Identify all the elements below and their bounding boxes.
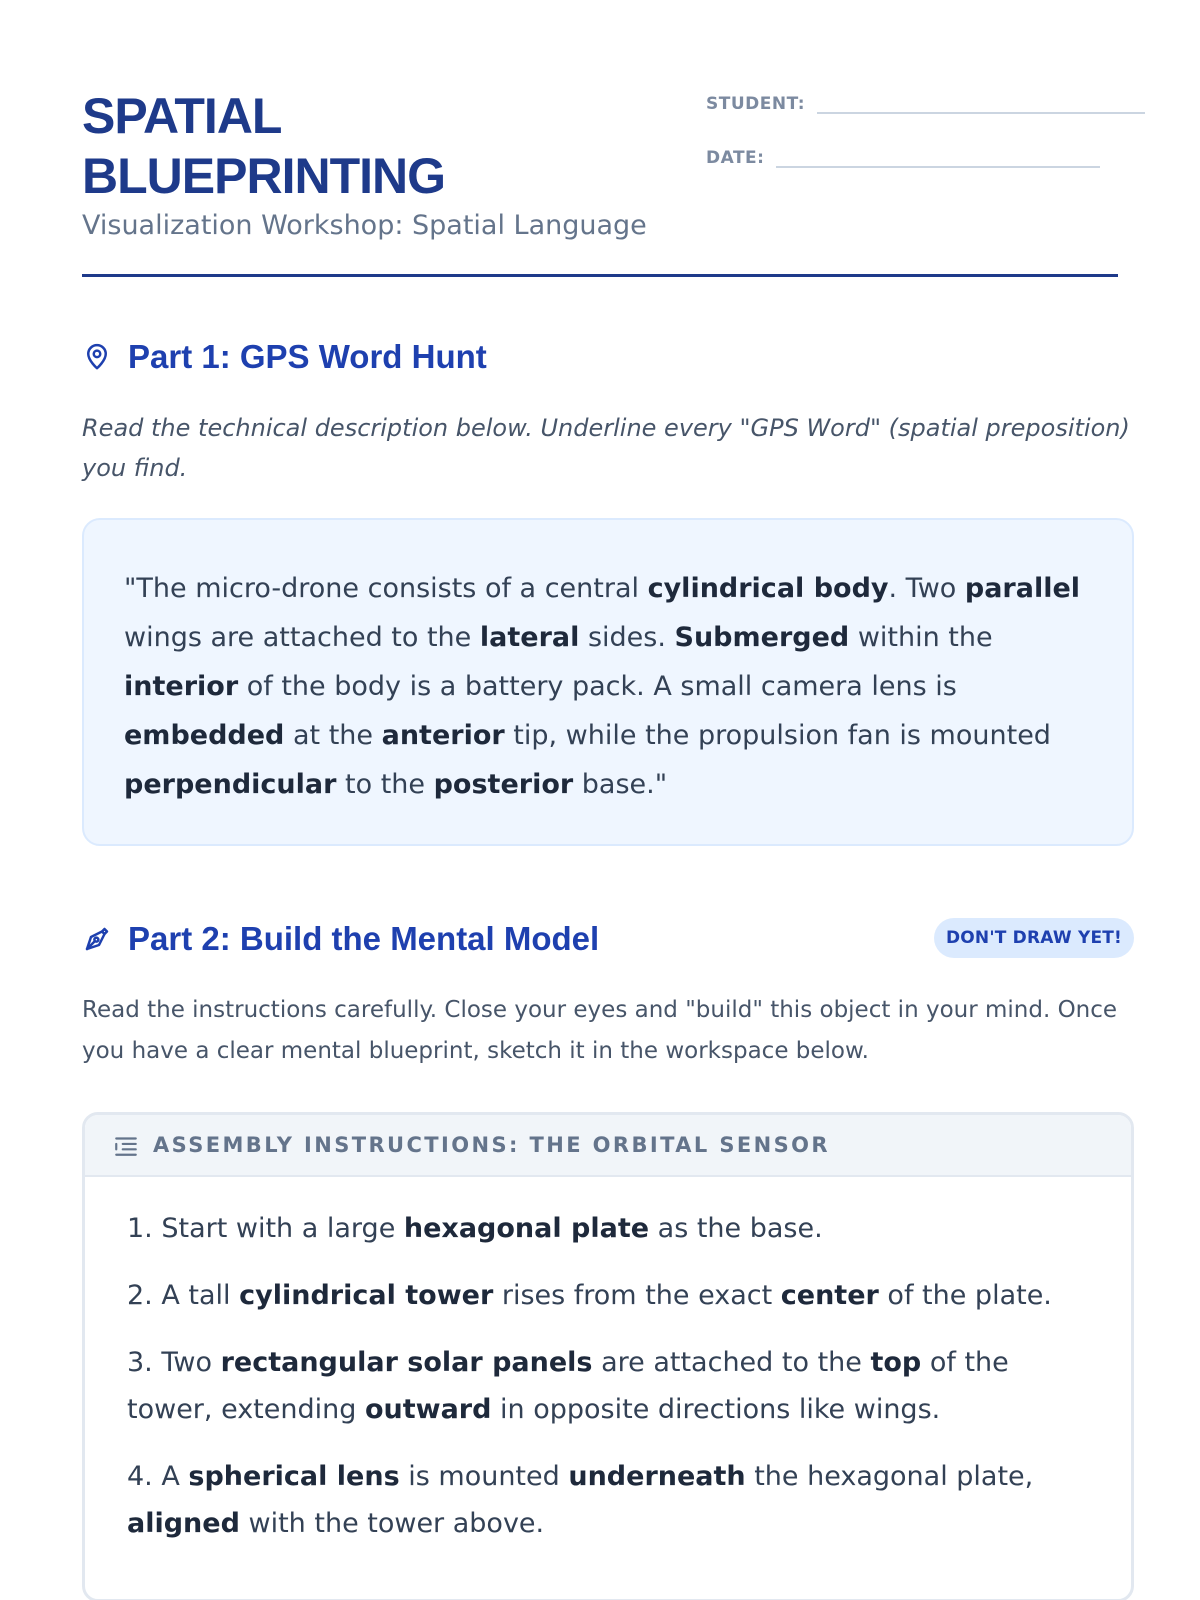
list-indent-icon: [113, 1132, 139, 1158]
step-text: in opposite directions like wings.: [491, 1394, 941, 1425]
student-label: STUDENT:: [706, 94, 806, 114]
assembly-step-3: [127, 1339, 1089, 1433]
step-text: of the tower, extending: [127, 1347, 1009, 1425]
description-keyword: embedded: [124, 720, 285, 751]
part2-title: Part 2: Build the Mental Model: [128, 920, 600, 957]
description-keyword: interior: [124, 671, 239, 702]
description-keyword: posterior: [433, 769, 574, 800]
description-keyword: Submerged: [674, 622, 850, 653]
title-line-2: BLUEPRINTING: [82, 148, 445, 204]
part2-heading: [82, 920, 599, 958]
student-field: [706, 90, 1145, 114]
step-text: 1. Start with a large: [127, 1213, 404, 1244]
worksheet-header: [82, 0, 1118, 280]
description-keyword: lateral: [479, 622, 580, 653]
step-text: are attached to the: [592, 1347, 871, 1378]
map-pin-icon: [82, 342, 112, 372]
step-text: rises from the exact: [493, 1280, 781, 1311]
worksheet-subtitle: Visualization Workshop: Spatial Language: [82, 210, 647, 241]
assembly-instructions-header: [85, 1115, 1131, 1177]
part1-title: Part 1: GPS Word Hunt: [128, 338, 487, 375]
step-text: the hexagonal plate,: [745, 1461, 1034, 1492]
description-text: wings are attached to the: [124, 622, 480, 653]
description-text: within the: [849, 622, 993, 653]
description-text: . Two: [888, 573, 965, 604]
step-keyword: top: [870, 1347, 922, 1378]
header-divider: [82, 274, 1118, 277]
description-text: base.": [573, 769, 668, 800]
step-keyword: center: [780, 1280, 879, 1311]
step-keyword: rectangular solar panels: [220, 1347, 593, 1378]
assembly-instructions-panel: [82, 1112, 1134, 1600]
date-field: [706, 144, 1100, 168]
description-text: "The micro-drone consists of a central: [124, 573, 648, 604]
title-line-1: SPATIAL: [82, 88, 282, 144]
assembly-instructions-title: ASSEMBLY INSTRUCTIONS: THE ORBITAL SENSOR: [153, 1133, 830, 1157]
description-text: at the: [284, 720, 382, 751]
description-text: to the: [336, 769, 434, 800]
description-keyword: perpendicular: [124, 769, 337, 800]
description-keyword: parallel: [964, 573, 1081, 604]
step-text: with the tower above.: [239, 1508, 545, 1539]
step-text: 3. Two: [127, 1347, 221, 1378]
step-keyword: outward: [364, 1394, 492, 1425]
step-keyword: aligned: [127, 1508, 240, 1539]
student-blank-line[interactable]: [817, 90, 1145, 114]
technical-description-box: [82, 518, 1134, 846]
assembly-step-4: [127, 1453, 1089, 1547]
step-text: is mounted: [399, 1461, 569, 1492]
step-keyword: underneath: [568, 1461, 746, 1492]
step-text: of the plate.: [878, 1280, 1052, 1311]
pen-tool-icon: [82, 924, 112, 954]
step-keyword: cylindrical tower: [239, 1280, 494, 1311]
step-keyword: hexagonal plate: [403, 1213, 650, 1244]
date-label: DATE:: [706, 148, 765, 168]
description-text: of the body is a battery pack. A small camera lens is: [238, 671, 957, 702]
description-text: sides.: [579, 622, 675, 653]
part2-instruction: Read the instructions carefully. Close your eyes and "build" this object in your mind. Once you have a clear mental blueprint, sketch it in the workspace below.: [82, 997, 1118, 1064]
description-text: tip, while the propulsion fan is mounted: [504, 720, 1051, 751]
part1-heading: [82, 338, 487, 376]
dont-draw-yet-badge: DON'T DRAW YET!: [934, 918, 1134, 958]
step-keyword: spherical lens: [188, 1461, 400, 1492]
date-blank-line[interactable]: [776, 144, 1100, 168]
description-keyword: anterior: [381, 720, 505, 751]
step-text: 2. A tall: [127, 1280, 240, 1311]
assembly-steps-list: [85, 1177, 1131, 1595]
assembly-step-2: [127, 1272, 1089, 1319]
assembly-step-1: [127, 1205, 1089, 1252]
description-keyword: cylindrical body: [647, 573, 889, 604]
part1-instruction: Read the technical description below. Underline every "GPS Word" (spatial preposition) you find.: [82, 414, 1130, 482]
step-text: 4. A: [127, 1461, 189, 1492]
worksheet-title: [82, 86, 445, 206]
step-text: as the base.: [649, 1213, 823, 1244]
technical-description-text: [124, 564, 1092, 809]
